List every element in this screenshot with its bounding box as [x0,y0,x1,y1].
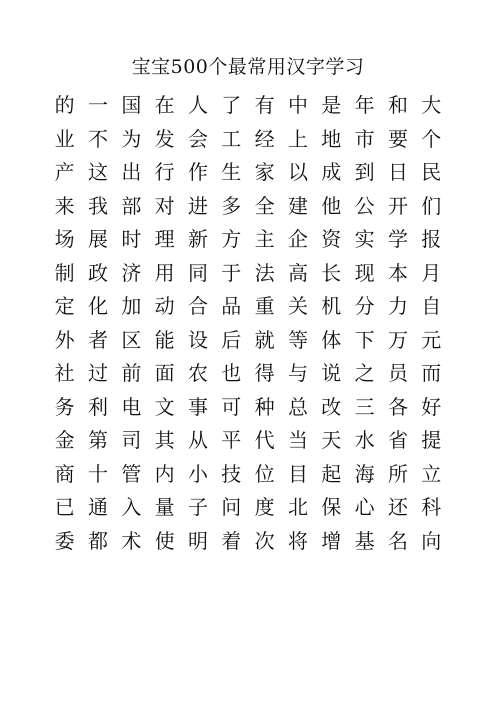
character-cell: 起 [321,461,342,486]
character-cell: 高 [287,260,308,285]
character-cell: 心 [354,495,375,519]
character-grid [48,89,448,558]
character-cell: 小 [187,461,208,486]
character-cell: 三 [354,394,375,419]
character-row [48,491,448,525]
character-row [48,123,448,157]
character-cell: 长 [321,260,342,285]
character-cell: 发 [154,126,175,151]
character-cell: 人 [187,93,208,117]
character-cell: 后 [221,327,242,352]
character-cell: 用 [154,260,175,285]
character-cell: 民 [421,160,442,184]
character-cell: 总 [287,394,308,419]
character-cell: 农 [187,361,208,385]
character-cell: 力 [387,294,408,318]
character-cell: 名 [387,528,408,553]
character-cell: 实 [354,227,375,251]
character-cell: 管 [121,461,142,486]
character-cell: 下 [354,327,375,352]
character-cell: 提 [421,428,442,452]
character-cell: 基 [354,528,375,553]
character-cell: 一 [87,93,108,117]
character-cell: 经 [254,126,275,151]
character-row [48,190,448,224]
character-cell: 重 [254,294,275,318]
character-cell: 有 [254,93,275,117]
character-cell: 了 [221,93,242,117]
character-cell: 电 [121,394,142,419]
character-cell: 全 [254,193,275,218]
character-cell: 所 [387,461,408,486]
character-cell: 制 [54,260,75,285]
character-cell: 报 [421,227,442,251]
character-cell: 等 [287,327,308,352]
character-cell: 不 [87,126,108,151]
character-cell: 使 [154,528,175,553]
character-cell: 月 [421,260,442,285]
character-cell: 企 [287,227,308,251]
character-cell: 海 [354,461,375,486]
character-row [48,257,448,291]
character-cell: 我 [87,193,108,218]
character-cell: 明 [187,528,208,553]
page-title: 宝宝500个最常用汉字学习 [131,56,365,78]
character-cell: 问 [221,495,242,519]
character-cell: 公 [354,193,375,218]
character-cell: 都 [87,528,108,553]
character-cell: 建 [287,193,308,218]
character-cell: 各 [387,394,408,419]
character-cell: 机 [321,294,342,318]
character-cell: 的 [54,93,75,117]
character-cell: 为 [121,126,142,151]
character-cell: 元 [421,327,442,352]
character-cell: 务 [54,394,75,419]
character-cell: 部 [121,193,142,218]
character-cell: 商 [54,461,75,486]
character-cell: 合 [187,294,208,318]
character-cell: 新 [187,227,208,251]
character-cell: 其 [154,428,175,452]
character-cell: 家 [254,160,275,184]
character-cell: 同 [187,260,208,285]
character-cell: 中 [287,93,308,117]
character-cell: 过 [87,361,108,385]
character-row [48,223,448,257]
character-cell: 地 [321,126,342,151]
character-cell: 者 [87,327,108,352]
character-cell: 本 [387,260,408,285]
character-cell: 金 [54,428,75,452]
character-cell: 多 [221,193,242,218]
character-cell: 设 [187,327,208,352]
character-cell: 成 [321,160,342,184]
character-cell: 平 [221,428,242,452]
character-cell: 生 [221,160,242,184]
character-cell: 法 [254,260,275,285]
character-cell: 事 [187,394,208,419]
character-cell: 与 [287,361,308,385]
character-row [48,290,448,324]
character-cell: 政 [87,260,108,285]
character-cell: 司 [121,428,142,452]
character-cell: 科 [421,495,442,519]
character-cell: 十 [87,461,108,486]
character-cell: 得 [254,361,275,385]
character-cell: 度 [254,495,275,519]
character-cell: 日 [387,160,408,184]
character-cell: 内 [154,461,175,486]
character-cell: 前 [121,361,142,385]
character-cell: 北 [287,495,308,519]
character-cell: 之 [354,361,375,385]
character-cell: 体 [321,327,342,352]
character-cell: 也 [221,361,242,385]
character-cell: 工 [221,126,242,151]
character-cell: 天 [321,428,342,452]
character-cell: 个 [421,126,442,151]
character-cell: 是 [321,93,342,117]
character-cell: 市 [354,126,375,151]
character-cell: 已 [54,495,75,519]
character-cell: 他 [321,193,342,218]
character-cell: 增 [321,528,342,553]
character-cell: 量 [154,495,175,519]
character-cell: 次 [254,528,275,553]
character-row [48,156,448,190]
character-cell: 于 [221,260,242,285]
character-cell: 术 [121,528,142,553]
character-cell: 社 [54,361,75,385]
character-row [48,391,448,425]
character-cell: 技 [221,461,242,486]
character-cell: 就 [254,327,275,352]
character-cell: 位 [254,461,275,486]
character-cell: 业 [54,126,75,151]
character-cell: 从 [187,428,208,452]
character-cell: 定 [54,294,75,318]
character-cell: 到 [354,160,375,184]
character-cell: 上 [287,126,308,151]
character-cell: 展 [87,227,108,251]
character-cell: 自 [421,294,442,318]
character-cell: 当 [287,428,308,452]
character-row [48,357,448,391]
character-cell: 国 [121,93,142,117]
character-cell: 行 [154,160,175,184]
character-cell: 还 [387,495,408,519]
character-cell: 进 [187,193,208,218]
character-cell: 能 [154,327,175,352]
character-cell: 作 [187,160,208,184]
character-cell: 着 [221,528,242,553]
character-cell: 代 [254,428,275,452]
character-cell: 子 [187,495,208,519]
character-cell: 说 [321,361,342,385]
character-cell: 面 [154,361,175,385]
character-cell: 动 [154,294,175,318]
character-cell: 济 [121,260,142,285]
character-row [48,324,448,358]
character-cell: 要 [387,126,408,151]
character-cell: 在 [154,93,175,117]
character-cell: 种 [254,394,275,419]
character-cell: 委 [54,528,75,553]
character-cell: 大 [421,93,442,117]
character-cell: 现 [354,260,375,285]
character-cell: 员 [387,361,408,385]
character-cell: 和 [387,93,408,117]
character-cell: 立 [421,461,442,486]
character-cell: 而 [421,361,442,385]
character-cell: 品 [221,294,242,318]
character-cell: 时 [121,227,142,251]
character-cell: 方 [221,227,242,251]
character-cell: 分 [354,294,375,318]
character-cell: 通 [87,495,108,519]
character-cell: 好 [421,394,442,419]
character-cell: 万 [387,327,408,352]
character-cell: 年 [354,93,375,117]
character-cell: 开 [387,193,408,218]
character-cell: 会 [187,126,208,151]
character-cell: 可 [221,394,242,419]
character-cell: 向 [421,528,442,553]
character-cell: 主 [254,227,275,251]
character-cell: 来 [54,193,75,218]
character-cell: 利 [87,394,108,419]
character-cell: 出 [121,160,142,184]
character-cell: 场 [54,227,75,251]
character-cell: 产 [54,160,75,184]
character-cell: 文 [154,394,175,419]
character-cell: 外 [54,327,75,352]
character-cell: 们 [421,193,442,218]
character-cell: 以 [287,160,308,184]
character-cell: 省 [387,428,408,452]
character-row [48,89,448,123]
character-cell: 关 [287,294,308,318]
character-cell: 理 [154,227,175,251]
character-row [48,458,448,492]
character-cell: 目 [287,461,308,486]
character-cell: 改 [321,394,342,419]
character-row [48,525,448,559]
character-cell: 加 [121,294,142,318]
character-cell: 第 [87,428,108,452]
character-cell: 区 [121,327,142,352]
character-cell: 学 [387,227,408,251]
character-cell: 化 [87,294,108,318]
character-cell: 对 [154,193,175,218]
character-cell: 保 [321,495,342,519]
character-cell: 入 [121,495,142,519]
character-cell: 这 [87,160,108,184]
character-cell: 资 [321,227,342,251]
character-cell: 将 [287,528,308,553]
character-row [48,424,448,458]
character-cell: 水 [354,428,375,452]
